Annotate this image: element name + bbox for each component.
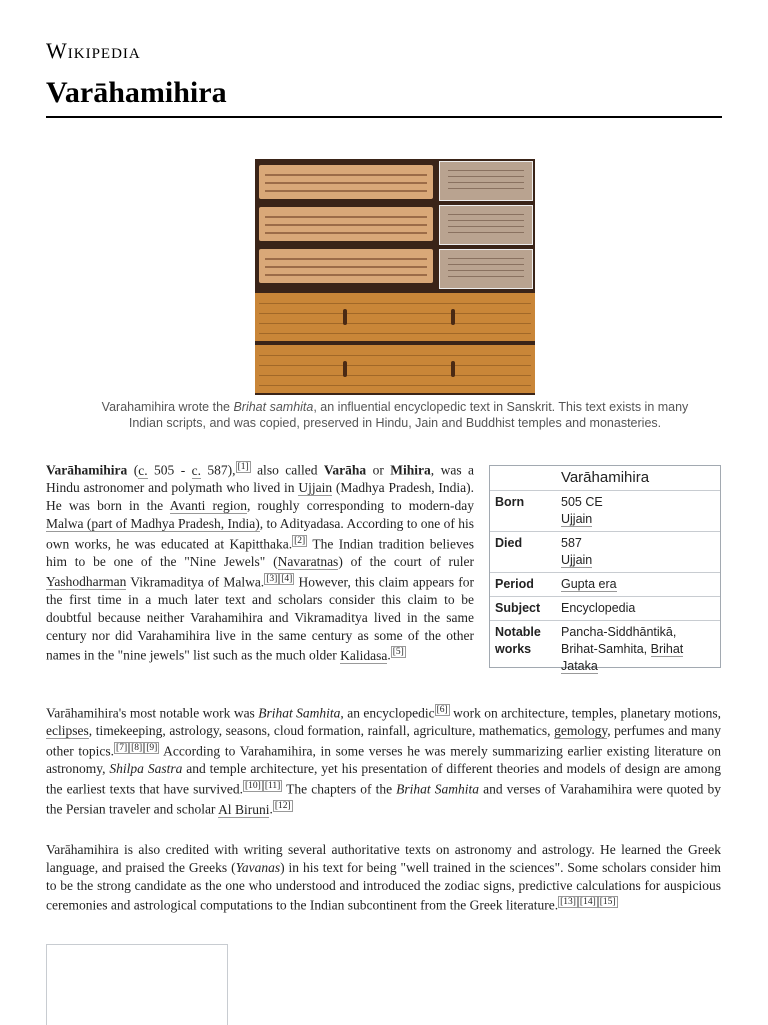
citation[interactable]: [13] bbox=[560, 897, 576, 908]
link-malwa[interactable]: Malwa (part of Madhya Pradesh, India) bbox=[46, 515, 260, 531]
citation[interactable]: [6] bbox=[436, 705, 448, 715]
infobox-row-period: Period Gupta era bbox=[490, 573, 720, 597]
table-of-contents-box bbox=[46, 944, 228, 1025]
wikipedia-logo[interactable]: Wikipedia bbox=[46, 38, 141, 63]
link-ujjain[interactable]: Ujjain bbox=[298, 480, 333, 496]
title-divider bbox=[46, 116, 722, 118]
citation[interactable]: [12] bbox=[274, 801, 291, 812]
citation[interactable]: [9] bbox=[146, 743, 158, 754]
infobox-row-subject: Subject Encyclopedia bbox=[490, 597, 720, 621]
link-kalidasa[interactable]: Kalidasa bbox=[340, 647, 388, 663]
paragraph-works: Varāhamihira's most notable work was Brihat Samhita, an encyclopedic [6] work on architecture, temples, planetary motions, eclipses, timekeeping, astrology, seasons, cloud formation, rainfall, agriculture, mathematics, gemology, perfumes and many other topics. [7] [8] [9] According to Varahamihira, in some verses he was merely summarizing earlier existing literature on astronomy, Shilpa Sastra and temple architecture, yet his presentation of different theories and models of design are among the earliest texts that have survived. [10] [11] The chapters of the Brihat Samhita and verses of Varahamihira were quoted by the Persian traveler and scholar Al Biruni. [12] bbox=[46, 705, 722, 817]
infobox-title: Varāhamihira bbox=[490, 466, 720, 491]
citation[interactable]: [5] bbox=[392, 647, 404, 658]
link-gemology[interactable]: gemology bbox=[554, 723, 608, 739]
link-avanti[interactable]: Avanti region bbox=[169, 498, 247, 514]
manuscript-image[interactable] bbox=[255, 159, 535, 395]
link-navaratnas[interactable]: Navaratnas bbox=[277, 553, 339, 569]
citation[interactable]: [10] bbox=[244, 781, 261, 792]
figure-caption: Varahamihira wrote the Brihat samhita, an influential encyclopedic text in Sanskrit. This text exists in many Indian scripts, and was copied, preserved in Hindu, Jain and Buddhist temples and monasteries. bbox=[101, 400, 689, 430]
citation[interactable]: [8] bbox=[131, 743, 143, 754]
infobox-row-works: Notable works Pancha-Siddhāntikā, Brihat-Samhita, Brihat Jataka bbox=[495, 625, 684, 673]
infobox bbox=[489, 465, 721, 673]
page-title: Varāhamihira bbox=[46, 76, 227, 109]
citation[interactable]: [14] bbox=[579, 897, 596, 908]
circa-link[interactable]: c. bbox=[138, 462, 148, 478]
link-brihat-jataka[interactable]: Brihat Jataka bbox=[561, 642, 684, 673]
citation[interactable]: [7] bbox=[116, 743, 128, 754]
link-yashodharman[interactable]: Yashodharman bbox=[46, 574, 127, 590]
paragraph-greek: Varāhamihira is also credited with writing several authoritative texts on astronomy and astrology. He learned the Greek language, and praised the Greeks (Yavanas) in his text for being "well trained in the sciences". Some scholars consider him to be the strong candidate as the one who understood and introduced the zodiac signs, predictive calculations for auspicious ceremonies and astrological computations to the Indian subcontinent from the Greek literature. [13] [14] [15] bbox=[46, 842, 721, 913]
paragraph-intro: Varāhamihira (c. 505 - c. 587), [1] also called Varāha or Mihira, was a Hindu astronomer and polymath who lived in Ujjain (Madhya Pradesh, India). He was born in the Avanti region, roughly corresponding to modern-day Malwa (part of Madhya Pradesh, India), to Adityadasa. According to one of his own works, he was educated at Kapitthaka. [2] The Indian tradition believes him to be one of the "Nine Jewels" (Navaratnas) of the court of ruler Yashodharman Vikramaditya of Malwa. [3] [4] However, this claim appears for the first time in a much later text and scholars consider this claim to be doubtful because neither Varahamihira and Vikramaditya lived in the same century nor did Varahamihira live in the same century as some of the other names in the "nine jewels" list such as the much older Kalidasa. [5] bbox=[46, 462, 475, 663]
citation[interactable]: [11] bbox=[264, 781, 281, 792]
link-al-biruni[interactable]: Al Biruni bbox=[218, 801, 270, 817]
link-eclipses[interactable]: eclipses bbox=[46, 723, 89, 739]
citation[interactable]: [4] bbox=[281, 573, 293, 584]
citation[interactable]: [2] bbox=[294, 535, 306, 546]
link-gupta-era[interactable]: Gupta era bbox=[561, 577, 617, 591]
citation[interactable]: [15] bbox=[599, 897, 616, 908]
citation[interactable]: [1] bbox=[237, 462, 249, 472]
link-ujjain[interactable]: Ujjain bbox=[561, 512, 593, 526]
link-ujjain[interactable]: Ujjain bbox=[561, 553, 593, 567]
circa-link[interactable]: c. bbox=[191, 462, 201, 478]
citation[interactable]: [3] bbox=[266, 573, 278, 584]
infobox-row-died: Died 587 Ujjain bbox=[490, 532, 720, 573]
infobox-row-born: Born 505 CE Ujjain bbox=[490, 491, 720, 532]
